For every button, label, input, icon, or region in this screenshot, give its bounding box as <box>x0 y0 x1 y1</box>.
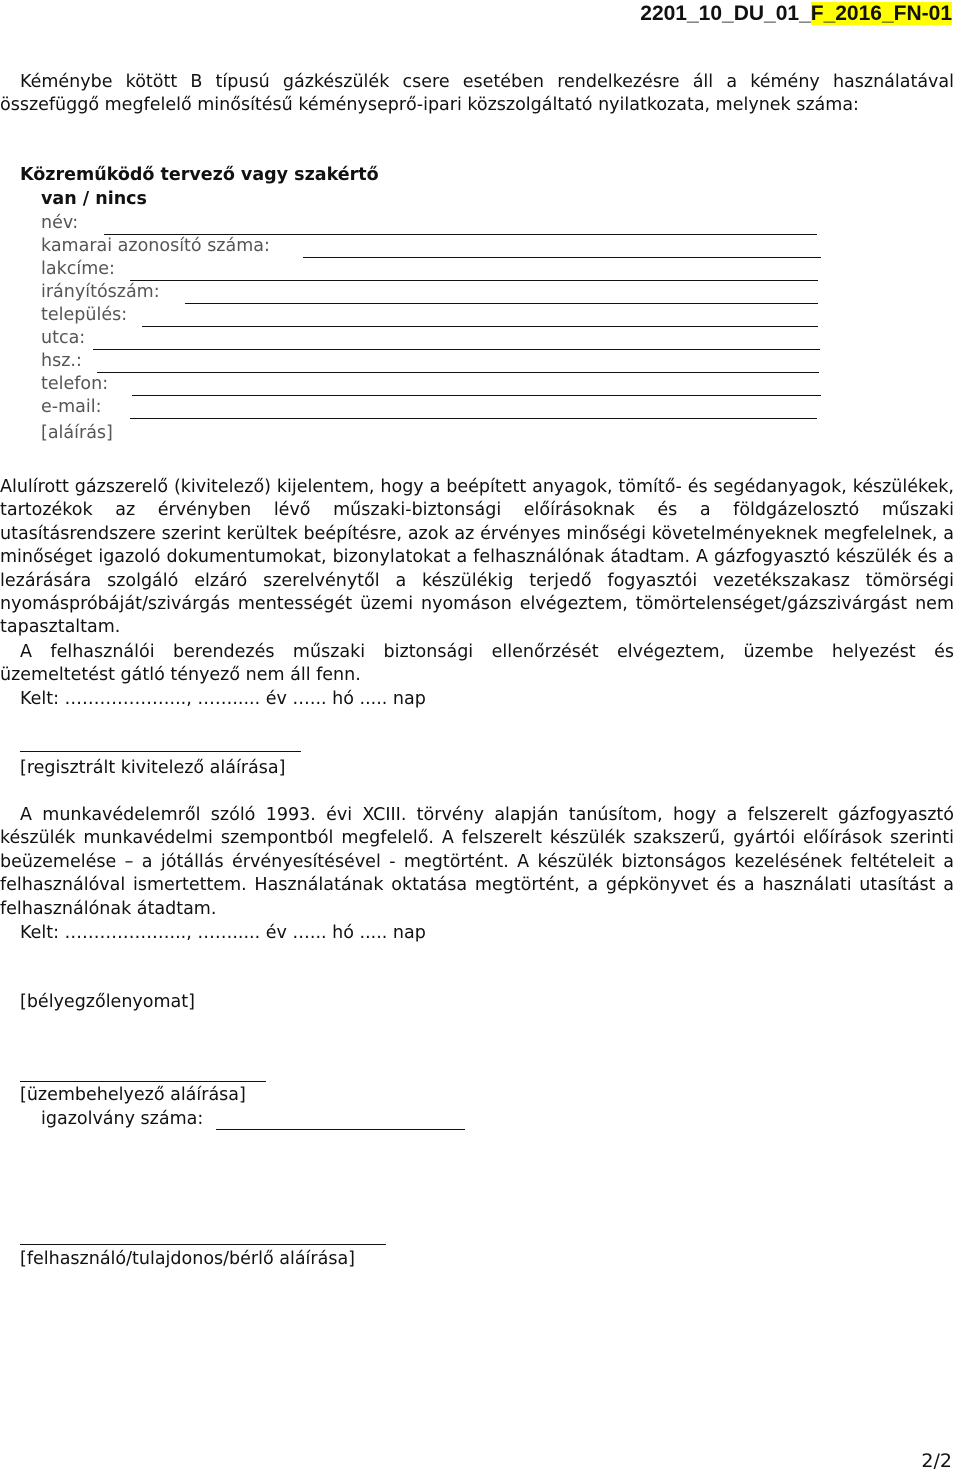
safety-check-statement: A felhasználói berendezés műszaki biztonsági ellenőrzését elvégeztem, üzembe helyezést és üzemeltetést gátló tényező nem áll fenn. <box>0 642 954 686</box>
page-number: 2/2 <box>921 1450 952 1472</box>
field-phone-label: telefon: <box>41 374 109 394</box>
document-id <box>640 2 952 25</box>
designer-status: van / nincs <box>41 189 147 209</box>
commissioning-date-line: Kelt: ………………..., ……..... év …... hó ..... nap <box>20 923 426 943</box>
field-street-label: utca: <box>41 328 86 348</box>
installer-signature-label: [regisztrált kivitelező aláírása] <box>20 758 286 778</box>
field-city <box>41 304 781 327</box>
field-chamber-id-label: kamarai azonosító száma: <box>41 236 270 256</box>
license-number-input[interactable] <box>216 1129 465 1130</box>
field-email-label: e-mail: <box>41 397 102 417</box>
field-city-input[interactable] <box>142 304 818 327</box>
chimney-statement: Kéménybe kötött B típusú gázkészülék csere esetében rendelkezésre áll a kémény használatával összefüggő megfelelő minősítésű kéményseprő-ipari közszolgáltató nyilatkozata, melynek száma: <box>0 72 954 116</box>
commissioner-signature-label: [üzembehelyező aláírása] <box>20 1085 246 1105</box>
commissioning-statement: A munkavédelemről szóló 1993. évi XCIII. törvény alapján tanúsítom, hogy a felszerelt gázfogyasztó készülék munkavédelmi szempontból megfelelő. A felszerelt készülék szakszerű, gyártói előírások szerinti beüzemelése – a jótállás érvényesítésével - megtörtént. A készülék biztonságos kezelésének feltételeit a felhasználóval ismertettem. Használatának oktatása megtörtént, a gépkönyvet és a használati utasítást a felhasználónak átadtam. <box>0 805 954 919</box>
field-street <box>41 327 781 350</box>
installer-date-line: Kelt: ………………..., ……..... év …... hó ..... nap <box>20 689 426 709</box>
field-address <box>41 258 781 281</box>
field-street-input[interactable] <box>93 327 820 350</box>
field-city-label: település: <box>41 305 128 325</box>
field-house-number <box>41 350 781 373</box>
installer-signature-line[interactable] <box>20 751 301 752</box>
field-name-input[interactable] <box>104 212 817 235</box>
license-number-label: igazolvány száma: <box>41 1109 204 1129</box>
designer-signature-label: [aláírás] <box>41 423 113 443</box>
document-id-highlight: F_2016_FN-01 <box>810 2 952 25</box>
document-id-prefix: 2201_10_DU_01_ <box>640 2 811 25</box>
field-name <box>41 212 781 235</box>
field-zip <box>41 281 781 304</box>
stamp-label: [bélyegzőlenyomat] <box>20 992 195 1012</box>
user-signature-line[interactable] <box>20 1244 386 1245</box>
user-signature-label: [felhasználó/tulajdonos/bérlő aláírása] <box>20 1249 356 1269</box>
installer-statement: Alulírott gázszerelő (kivitelező) kijelentem, hogy a beépített anyagok, tömítő- és segédanyagok, készülékek, tartozékok az érvényben lévő műszaki-biztonsági előírásoknak és a földgázelosztó műszaki utasításrendszere szerint kerültek beépítésre, azok az érvényes minőségi követelményeknek megfelelnek, a minőséget igazoló dokumentumokat, bizonylatokat a felhasználónak átadtam. A gázfogyasztó készülék és a lezárására szolgáló elzáró szerelvénytől a készülékig terjedő fogyasztói vezetékszakasz tömörségi nyomáspróbáját/szivárgás mentességét üzemi nyomáson elvégeztem, tömörtelenséget/gázszivárgást nem tapasztaltam. <box>0 477 954 638</box>
field-phone-input[interactable] <box>132 373 821 396</box>
commissioner-signature-line[interactable] <box>20 1081 266 1082</box>
field-name-label: név: <box>41 213 79 233</box>
field-zip-input[interactable] <box>185 281 818 304</box>
designer-heading: Közreműködő tervező vagy szakértő <box>20 165 379 185</box>
field-address-input[interactable] <box>130 258 818 281</box>
field-email-input[interactable] <box>130 396 817 419</box>
field-chamber-id <box>41 235 781 258</box>
field-chamber-id-input[interactable] <box>303 235 821 258</box>
field-zip-label: irányítószám: <box>41 282 160 302</box>
field-house-number-label: hsz.: <box>41 351 82 371</box>
field-phone <box>41 373 781 396</box>
field-address-label: lakcíme: <box>41 259 115 279</box>
field-house-number-input[interactable] <box>97 350 819 373</box>
field-email <box>41 396 781 419</box>
